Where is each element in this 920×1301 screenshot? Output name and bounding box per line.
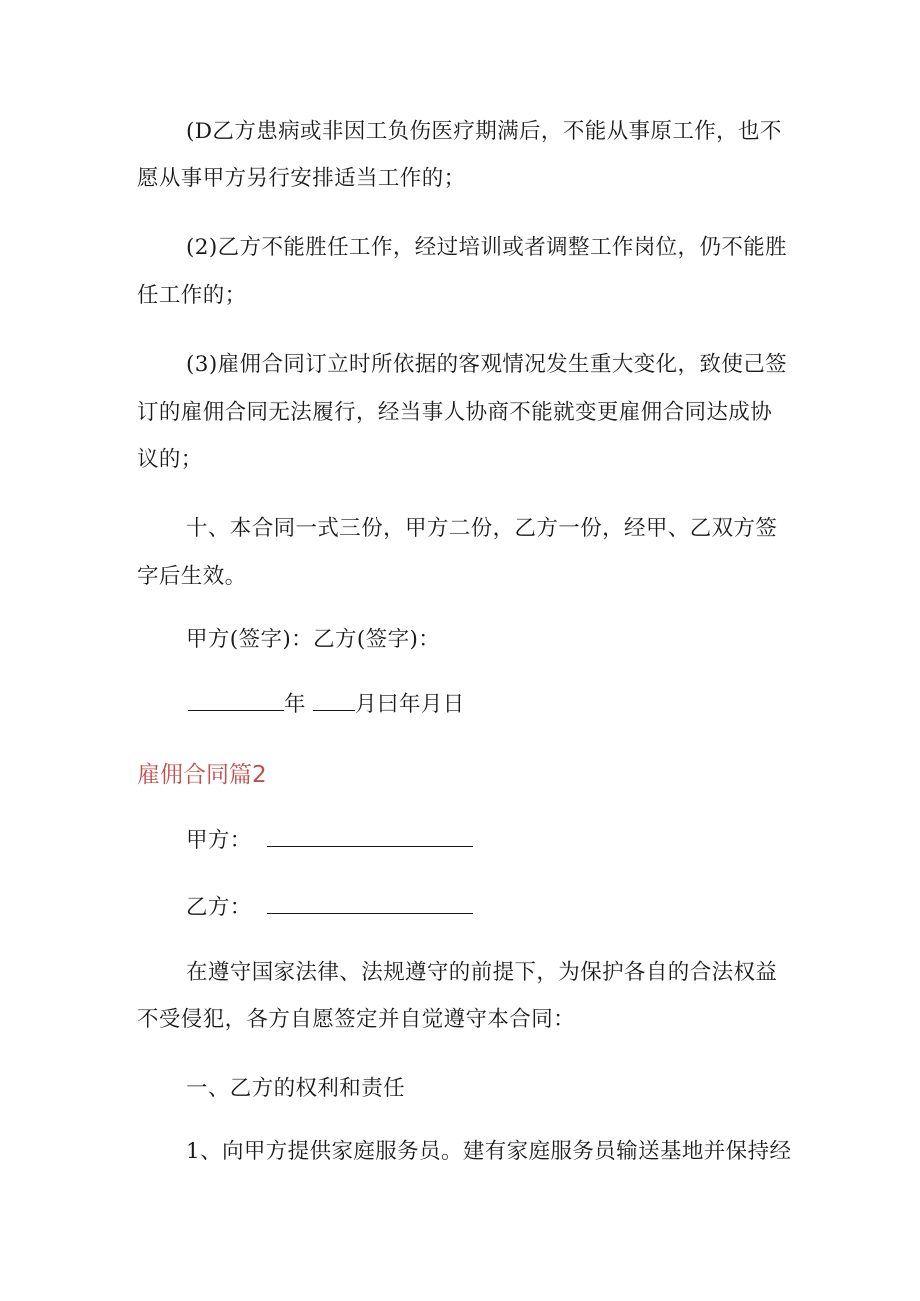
- party-b-line: [186, 893, 473, 922]
- date-rest-label: 月曰年月日: [355, 692, 465, 717]
- date-line: [188, 690, 465, 719]
- date-blank: [313, 690, 355, 711]
- clause-item: 1、向甲方提供家庭服务员。建有家庭服务员输送基地并保持经: [186, 1139, 792, 1164]
- date-year-label: 年: [284, 692, 306, 717]
- party-b-label: 乙方：: [186, 895, 252, 920]
- paragraph-line: (D乙方患病或非因工负伤医疗期满后，不能从事原工作，也不: [186, 119, 782, 144]
- paragraph-line: 任工作的；: [137, 283, 247, 308]
- paragraph-line: 字后生效。: [137, 564, 247, 589]
- clause-title: 一、乙方的权利和责任: [186, 1076, 406, 1101]
- paragraph-line: (2)乙方不能胜任工作，经过培训或者调整工作岗位，仍不能胜: [186, 235, 788, 260]
- paragraph-line: 在遵守国家法律、法规遵守的前提下，为保护各自的合法权益: [186, 960, 778, 985]
- paragraph-line: 议的；: [137, 447, 203, 472]
- party-a-line: [186, 826, 473, 855]
- signature-line: 甲方(签字)：乙方(签字)：: [186, 627, 441, 652]
- paragraph-line: 十、本合同一式三份，甲方二份，乙方一份，经甲、乙双方签: [186, 516, 778, 541]
- paragraph-line: 愿从事甲方另行安排适当工作的；: [137, 166, 466, 191]
- paragraph-line: (3)雇佣合同订立时所依据的客观情况发生重大变化，致使己签: [186, 352, 788, 377]
- section-heading: 雇佣合同篇2: [137, 762, 267, 788]
- paragraph-line: 订的雇佣合同无法履行，经当事人协商不能就变更雇佣合同达成协: [137, 400, 773, 425]
- party-b-field[interactable]: [267, 893, 473, 914]
- date-blank: [188, 690, 284, 711]
- paragraph-line: 不受侵犯，各方自愿签定并自觉遵守本合同：: [137, 1007, 576, 1032]
- party-a-field[interactable]: [267, 826, 473, 847]
- party-a-label: 甲方：: [186, 828, 252, 853]
